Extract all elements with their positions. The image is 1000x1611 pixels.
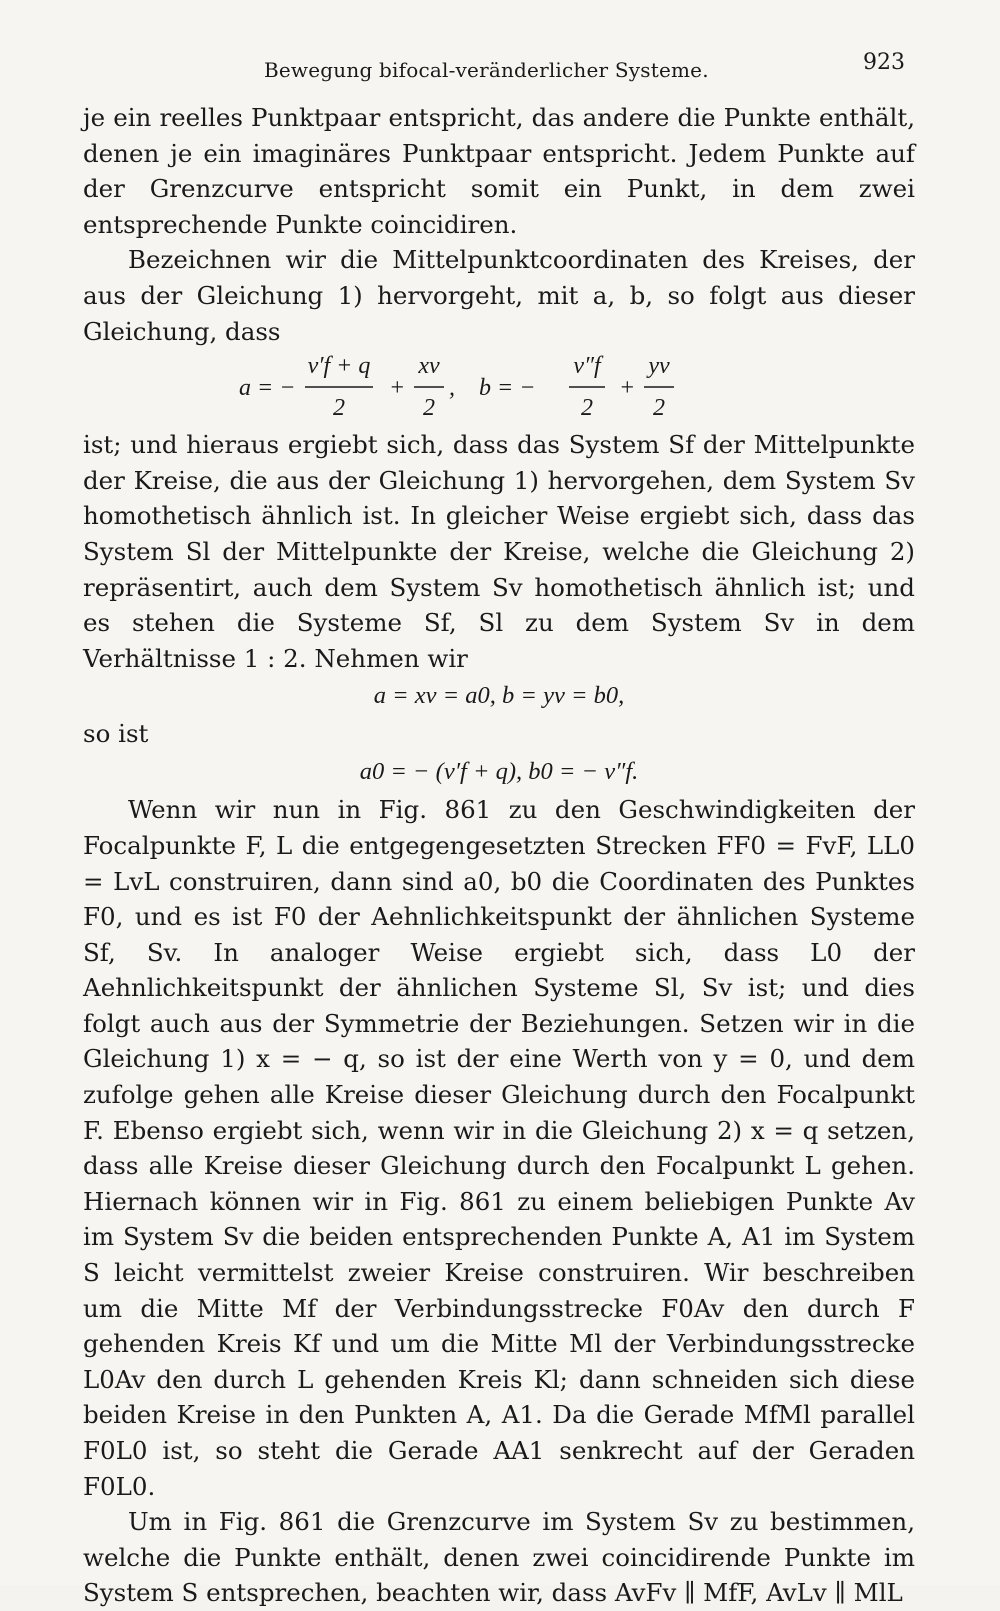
paragraph-3: ist; und hieraus ergiebt sich, dass das System Sf der Mittelpunkte der Kreise, die aus der Gleichung 1) hervorgehen, dem System Sv homothetisch ähnlich ist. In gleicher Weise ergiebt sich, dass das System Sl der Mittelpunkte der Kreise, welche die Gleichung 2) repräsentirt, auch dem System Sv homothetisch ähnlich ist; und es stehen die Systeme Sf, Sl zu dem System Sv in dem Verhältnisse 1 : 2. Nehmen wir [83,430,915,673]
paragraph-1: je ein reelles Punktpaar entspricht, das andere die Punkte enthält, denen je ein imaginäres Punktpaar entspricht. Jedem Punkte auf der Grenzcurve entspricht somit ein Punkt, in dem zwei entsprechende Punkte coincidiren. [83,103,915,239]
paragraph-5: Wenn wir nun in Fig. 861 zu den Geschwindigkeiten der Focalpunkte F, L die entgegengesetzten Strecken FF0 = FvF, LL0 = LvL construiren, dann sind a0, b0 die Coordinaten des Punktes F0, und es ist F0 der Aehnlichkeitspunkt der ähnlichen Systeme Sf, Sv. In analoger Weise ergiebt sich, dass L0 der Aehnlichkeitspunkt der ähnlichen Systeme Sl, Sv ist; und dies folgt auch aus der Symmetrie der Beziehungen. Setzen wir in die Gleichung 1) x = − q, so ist der eine Werth von y = 0, und dem zufolge gehen alle Kreise dieser Gleichung durch den Focalpunkt F. Ebenso ergiebt sich, wenn wir in die Gleichung 2) x = q setzen, dass alle Kreise dieser Gleichung durch den Focalpunkt L gehen. Hiernach können wir in Fig. 861 zu einem beliebigen Punkte Av im System Sv die beiden entsprechenden Punkte A, A1 im System S leicht vermittelst zweier Kreise construiren. Wir beschreiben um die Mitte Mf der Verbindungsstrecke F0Av den durch F gehenden Kreis Kf und um die Mitte Ml der Verbindungsstrecke L0Av den durch L gehenden Kreis Kl; dann schneiden sich diese beiden Kreise in den Punkten A, A1. Da die Gerade MfMl parallel F0L0 ist, so steht die Gerade AA1 senkrecht auf der Geraden F0L0. [83,795,915,1501]
formula-plus-2: + [619,375,636,402]
formula-b-denominator-2: 2 [653,395,665,422]
formula-a-lhs: a = − [239,375,296,402]
so-ist-label: so ist [83,719,149,749]
formula-plus-1: + [389,375,406,402]
paragraph-2: Bezeichnen wir die Mittelpunktcoordinaten des Kreises, der aus der Gleichung 1) hervorgeht, mit a, b, so folgt aus dieser Gleichung, dass [83,245,915,346]
page-header [264,50,905,86]
formula-a-denominator-1: 2 [333,395,345,422]
formula-a-denominator-2: 2 [423,395,435,422]
formula-b-lhs: b = − [479,375,536,402]
formula-fractions [239,351,759,425]
paragraph-6: Um in Fig. 861 die Grenzcurve im System Sv zu bestimmen, welche die Punkte enthält, denen zwei coincidirende Punkte im System S entsprechen, beachten wir, dass AvFv ∥ MfF, AvLv ∥ MlL [83,1507,915,1608]
running-title: Bewegung bifocal-veränderlicher Systeme. [264,58,709,82]
page-body [83,100,915,1611]
formula-b-numerator-2: yv [648,353,670,380]
formula-a-numerator-1: v′f + q [307,353,371,380]
formula-comma: , [449,375,455,402]
formula-b-numerator-1: v″f [573,353,601,380]
formula-result: a0 = − (v′f + q), b0 = − v″f. [359,758,639,786]
page-number: 923 [863,50,905,75]
formula-center-coordinates [83,351,915,425]
formula-b-denominator-1: 2 [581,395,593,422]
formula-substitution: a = xv = a0, b = yv = b0, [373,682,625,710]
formula-a-numerator-2: xv [418,353,440,380]
